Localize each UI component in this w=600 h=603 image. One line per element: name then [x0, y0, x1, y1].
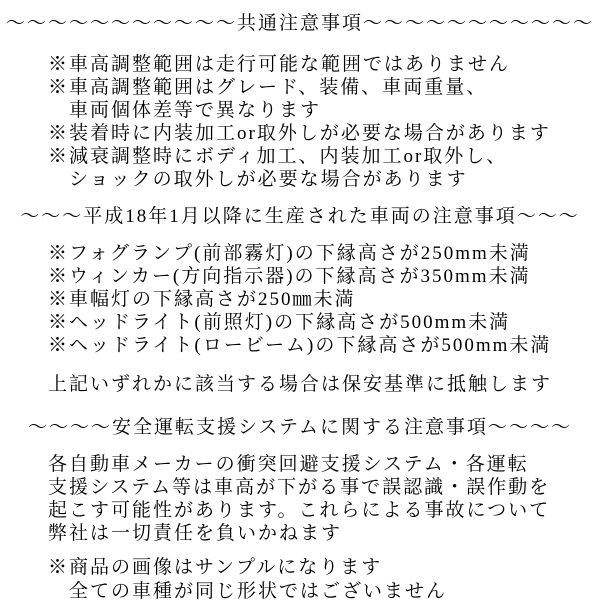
- notice-line: ※ヘッドライト(前照灯)の下縁高さが500mm未満: [48, 312, 511, 333]
- notice-line: ※車幅灯の下縁高さが250㎜未満: [48, 289, 356, 310]
- section-header-heisei18: ～～～平成18年1月以降に生産された車両の注意事項～～～: [20, 206, 580, 227]
- notice-line: ※ヘッドライト(ロービーム)の下縁高さが500mm未満: [48, 335, 552, 356]
- notice-line: ※装着時に内装加工or取外しが必要な場合があります: [48, 123, 551, 144]
- notice-line: ※商品の画像はサンプルになります: [48, 557, 383, 578]
- notice-line: ※車高調整範囲はグレード、装備、車両重量、: [48, 77, 488, 98]
- notice-line: ※ウィンカー(方向指示器)の下縁高さが350mm未満: [48, 266, 531, 287]
- notice-line: 支援システム等は車高が下がる事で誤認識・誤作動を: [48, 477, 551, 498]
- notice-line: ※フォグランプ(前部霧灯)の下縁高さが250mm未満: [48, 243, 531, 264]
- notice-line: ※車高調整範囲は走行可能な範囲ではありません: [48, 54, 511, 75]
- notice-line: 起こす可能性があります。これらによる事故について: [48, 500, 551, 521]
- section-header-common: ～～～～～～～～～～～共通注意事項～～～～～～～～～～～: [5, 13, 594, 34]
- notice-line-continuation: 全ての車種が同じ形状ではございません: [69, 581, 448, 602]
- notice-line: 上記いずれかに該当する場合は保安基準に抵触します: [48, 374, 553, 395]
- notice-line: 各自動車メーカーの衝突回避支援システム・各運転: [48, 454, 529, 475]
- notice-line-continuation: 車両個体差等で異なります: [69, 100, 322, 121]
- notice-line-continuation: ショックの取外しが必要な場合があります: [69, 169, 468, 190]
- notice-line: 弊社は一切責任を負いかねます: [48, 523, 343, 544]
- notice-line: ※減衰調整時にボディ加工、内装加工or取外し、: [48, 146, 508, 167]
- section-header-safety-system: ～～～～安全運転支援システムに関する注意事項～～～～: [27, 417, 573, 438]
